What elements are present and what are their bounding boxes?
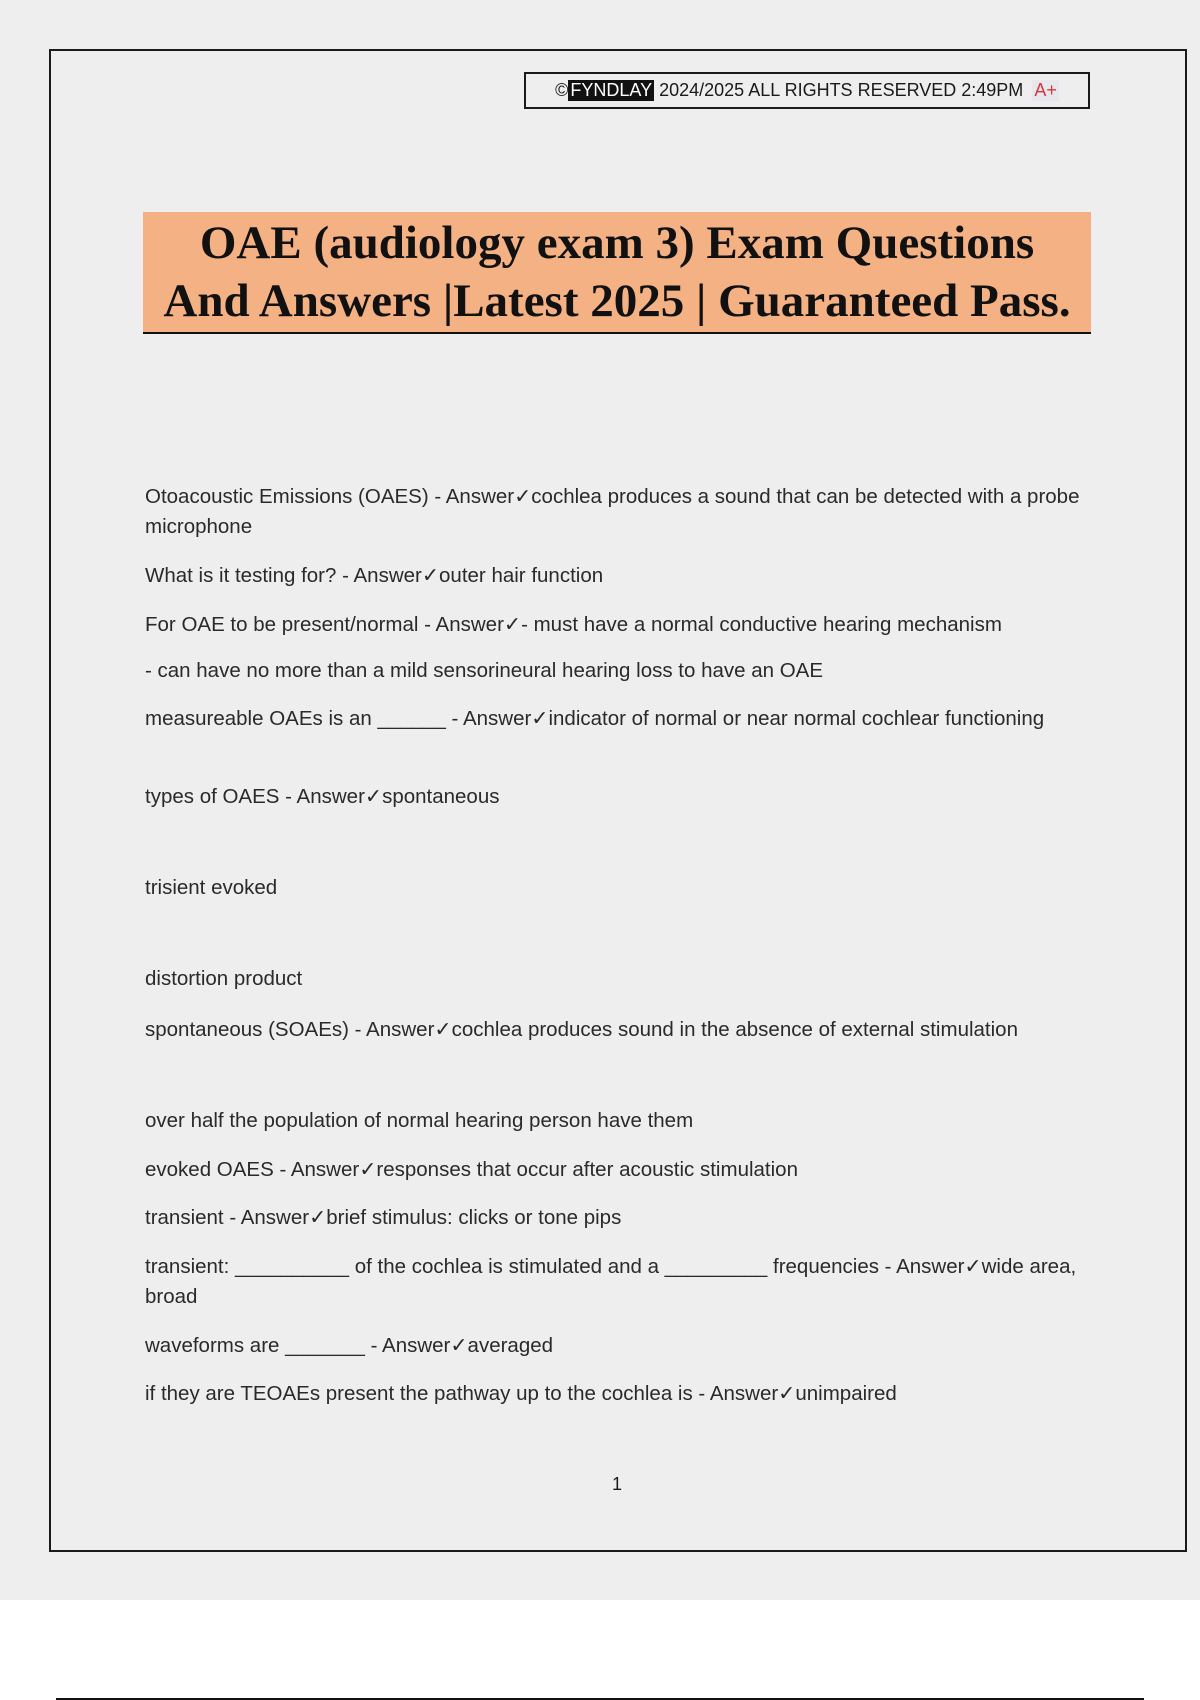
copyright-text: 2024/2025 ALL RIGHTS RESERVED 2:49PM xyxy=(654,80,1029,100)
qa-entry: transient: __________ of the cochlea is stimulated and a _________ frequencies - Answer✓wide area, broad xyxy=(145,1255,1077,1308)
qa-entry: For OAE to be present/normal - Answer✓- must have a normal conductive hearing mechanism xyxy=(145,613,1002,636)
qa-entry: Otoacoustic Emissions (OAES) - Answer✓cochlea produces a sound that can be detected with a probe microphone xyxy=(145,485,1080,538)
qa-entry: waveforms are _______ - Answer✓averaged xyxy=(145,1334,554,1357)
grade-badge: A+ xyxy=(1034,80,1057,100)
page-number: 1 xyxy=(611,1474,622,1494)
title-line-1: OAE (audiology exam 3) Exam Questions xyxy=(199,217,1035,269)
qa-entry: measureable OAEs is an ______ - Answer✓indicator of normal or near normal cochlear functioning xyxy=(145,707,1045,730)
qa-entry: - can have no more than a mild sensorineural hearing loss to have an OAE xyxy=(145,659,824,682)
qa-entry: evoked OAES - Answer✓responses that occur after acoustic stimulation xyxy=(145,1158,798,1181)
qa-entry: if they are TEOAEs present the pathway up to the cochlea is - Answer✓unimpaired xyxy=(145,1382,897,1405)
qa-entry: transient - Answer✓brief stimulus: clicks or tone pips xyxy=(145,1206,622,1229)
title-line-2: And Answers |Latest 2025 | Guaranteed Pass. xyxy=(163,275,1071,327)
document-title xyxy=(143,212,1091,334)
copyright-header xyxy=(524,72,1090,109)
qa-entry: types of OAES - Answer✓spontaneous xyxy=(145,785,500,808)
qa-entry: over half the population of normal hearing person have them xyxy=(145,1109,694,1132)
qa-entry: spontaneous (SOAEs) - Answer✓cochlea produces sound in the absence of external stimulation xyxy=(145,1018,1018,1041)
brand-name: FYNDLAY xyxy=(570,80,653,100)
copyright-symbol: © xyxy=(555,80,569,100)
qa-entry: distortion product xyxy=(145,967,303,990)
qa-entry: trisient evoked xyxy=(145,876,278,899)
qa-entry: What is it testing for? - Answer✓outer hair function xyxy=(145,564,604,587)
